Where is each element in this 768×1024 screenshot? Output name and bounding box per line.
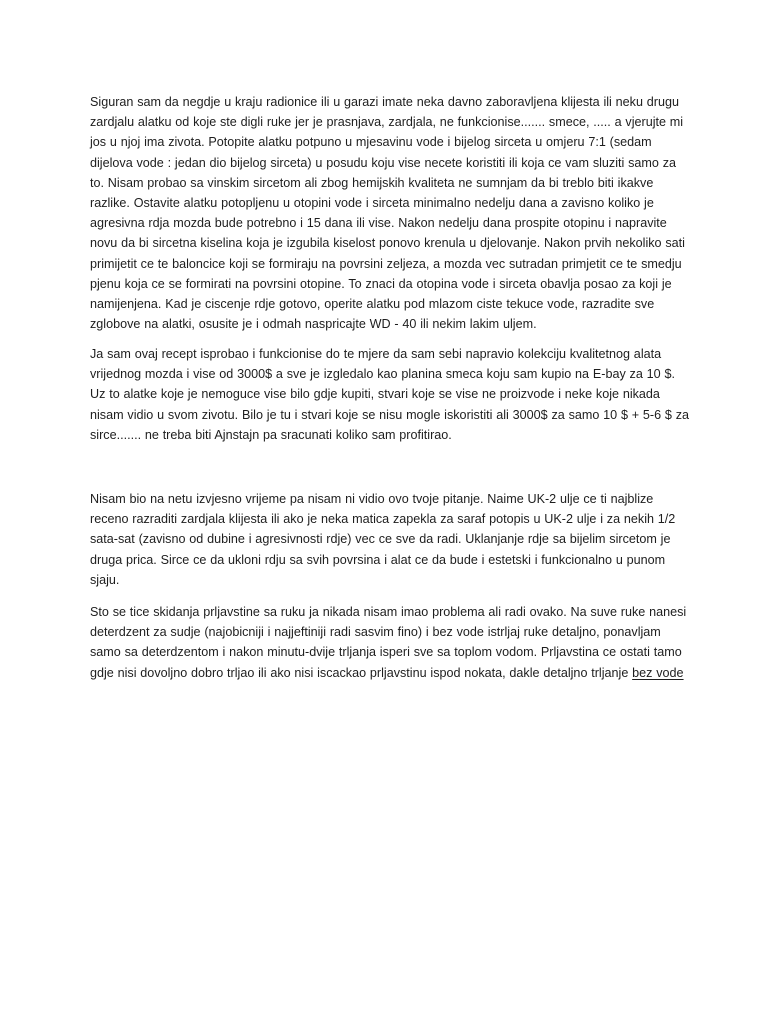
paragraph-recipe-results: Ja sam ovaj recept isprobao i funkcionise do te mjere da sam sebi napravio kolekciju kvalitetnog alata vrijednog mozda i vise od 3000$ a sve je izgledalo kao planina smeca koju sam kupio na E-bay za 10 $. Uz to alatke koje je nemoguce vise bilo gdje kupiti, stvari koje se vise ne proizvode i neke koje nikada nisam vidio u svom zivotu. Bilo je tu i stvari koje se nisu mogle iskoristiti ali 3000$ za samo 10 $ + 5-6 $ za sirce....... ne treba biti Ajnstajn pa sracunati koliko sam profitirao. [90, 347, 690, 442]
paragraph-rust-removal-method: Siguran sam da negdje u kraju radionice ili u garazi imate neka davno zaboravljena klijesta ili neku drugu zardjalu alatku od koje ste digli ruke jer je prasnjava, zardjala, ne funkcionise....... smece, ..... a vjerujte mi jos u njoj ima zivota. Potopite alatku potpuno u mjesavinu vode i bijelog sirceta u omjeru 7:1 (sedam dijelova vode : jedan dio bijelog sirceta) u posudu koju vise necete koristiti ili koja ce vam sluziti samo za to. Nisam probao sa vinskim sircetom ali zbog hemijskih kvaliteta ne sumnjam da bi treblo biti ikakve razlike. Ostavite alatku potopljenu u otopini vode i sirceta minimalno nedelju dana a zavisno koliko je agresivna rdja mozda bude potrebno i 15 dana ili vise. Nakon nedelju dana prospite otopinu i napravite novu da bi sircetna kiselina koja je izgubila kiselost ponovo krenula u djelovanje. Nakon prvih nekoliko sati primijetit ce te baloncice koji se formiraju na povrsini zeljeza, a mozda vec sutradan primjetit ce te smedju pjenu koja ce se formirati na povrsini otopine. To znaci da otopina vode i sirceta obavlja posao za koji je namijenjena. Kad je ciscenje rdje gotovo, operite alatku pod mlazom ciste tekuce vode, razradite sve zglobove na alatki, osusite je i odmah naspricajte WD - 40 ili nekim lakim uljem. [90, 95, 685, 332]
paragraph-hand-cleaning [90, 602, 690, 683]
bez-vode-link[interactable]: bez vode [632, 665, 684, 680]
paragraph-uk2-oil: Nisam bio na netu izvjesno vrijeme pa nisam ni vidio ovo tvoje pitanje. Naime UK-2 ulje ce ti najblize receno razraditi zardjala klijesta ili ako je neka matica zapekla za saraf potopis u UK-2 ulje i za nekih 1/2 sata-sat (zavisno od dubine i agresivnosti rdje) vec ce sve da radi. Uklanjanje rdje sa bijelim sircetom je druga prica. Sirce ce da ukloni rdju sa svih povrsina i alat ce da bude i estetski i funkcionalno u punom sjaju. [90, 492, 676, 587]
paragraph-hand-cleaning-text: Sto se tice skidanja prljavstine sa ruku ja nikada nisam imao problema ali radi ovako. Na suve ruke nanesi deterdzent za sudje (najobicniji i najjeftiniji radi sasvim fino) i bez vode istrljaj ruke detaljno, ponavljam samo sa deterdzentom i nakon minutu-dvije trljanja isperi sve sa toplom vodom. Prljavstina ce ostati tamo gdje nisi dovoljno dobro trljao ili ako nisi iscackao prljavstinu ispod nokata, dakle detaljno trljanje [90, 605, 687, 680]
